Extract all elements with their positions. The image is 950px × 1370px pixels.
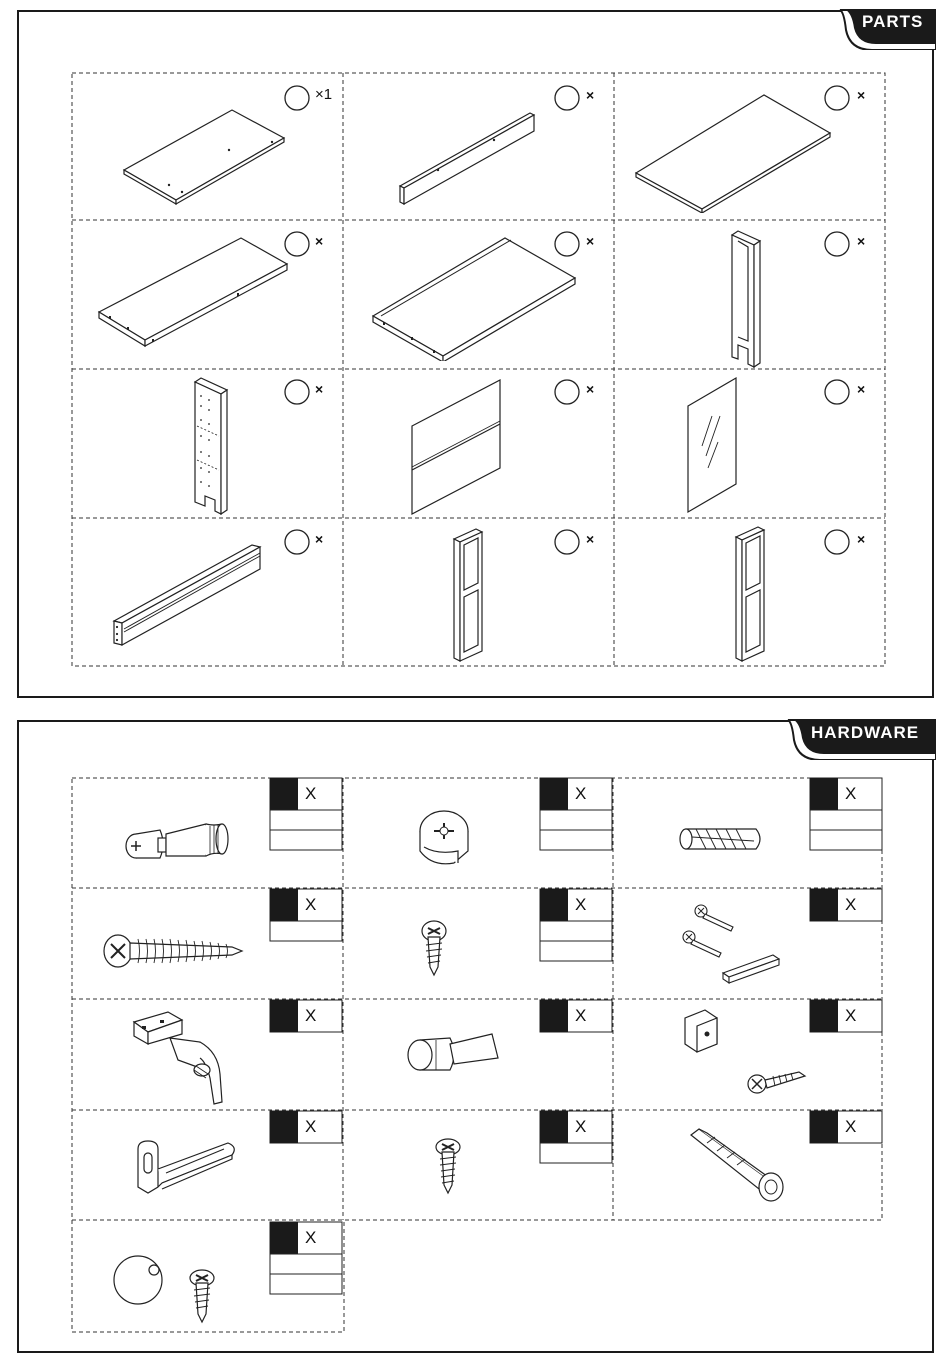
short-screw-icon: [419, 919, 449, 979]
quantity-circle: [283, 84, 311, 112]
hardware-cell: [343, 1111, 613, 1221]
hardware-cell: [72, 778, 343, 888]
quantity-circle: [553, 84, 581, 112]
quantity-mark: ×: [315, 381, 324, 397]
quantity-mark: X: [305, 1006, 317, 1025]
quantity-mark: X: [845, 1117, 857, 1136]
quantity-mark: X: [575, 1006, 587, 1025]
shelf-with-holes-icon: [97, 236, 297, 356]
part-cell: [72, 221, 343, 368]
l-bracket-icon: [132, 1139, 242, 1199]
quantity-mark: ×: [857, 87, 866, 103]
quantity-mark: X: [305, 1228, 317, 1247]
hardware-cell: [72, 1000, 343, 1110]
grooved-panel-icon: [371, 236, 581, 361]
long-screw-icon: [102, 931, 244, 971]
hardware-cell: [343, 1000, 613, 1110]
narrow-rail-icon: [398, 108, 538, 206]
hardware-title: HARDWARE: [811, 723, 920, 742]
quantity-mark: ×: [857, 381, 866, 397]
long-rail-icon: [102, 539, 267, 651]
hardware-cell: [613, 778, 884, 888]
top-panel-with-holes-icon: [122, 108, 292, 208]
hardware-cell: [72, 1111, 343, 1221]
quantity-circle: [283, 378, 311, 406]
door-frame-icon: [450, 527, 490, 662]
part-cell: [343, 519, 614, 666]
hardware-cell: [72, 1222, 343, 1332]
quantity-mark: ×: [857, 233, 866, 249]
quantity-mark: ×: [586, 87, 595, 103]
concealed-hinge-icon: [130, 1008, 230, 1108]
hardware-cell: [613, 1111, 884, 1221]
quantity-mark: X: [845, 1006, 857, 1025]
part-cell: [72, 519, 343, 666]
quantity-circle: [823, 378, 851, 406]
parts-title: PARTS: [862, 12, 924, 31]
quantity-mark: X: [845, 784, 857, 803]
quantity-mark: ×: [857, 531, 866, 547]
quantity-mark: X: [305, 1117, 317, 1136]
drilled-side-panel-icon: [187, 376, 237, 516]
quantity-circle: [553, 528, 581, 556]
quantity-mark: ×: [315, 531, 324, 547]
back-panel-icon: [408, 376, 508, 516]
quantity-mark: X: [575, 1117, 587, 1136]
quantity-mark: ×: [586, 233, 595, 249]
quantity-mark: X: [575, 784, 587, 803]
hardware-cell: [613, 1000, 884, 1110]
quantity-mark: ×: [586, 381, 595, 397]
quantity-circle: [823, 230, 851, 258]
quantity-circle: [553, 378, 581, 406]
part-cell: [614, 221, 885, 368]
wood-dowel-icon: [678, 823, 768, 855]
quantity-mark: ×: [315, 233, 324, 249]
hardware-cell: [72, 889, 343, 999]
quantity-circle: [823, 528, 851, 556]
quantity-mark: ×: [586, 531, 595, 547]
part-cell: [614, 519, 885, 666]
part-cell: [72, 73, 343, 220]
part-cell: [614, 73, 885, 220]
hardware-cell: [343, 889, 613, 999]
part-cell: [343, 370, 614, 517]
wall-anchor-icon: [687, 1127, 787, 1207]
quantity-mark: ×1: [315, 86, 333, 103]
side-frame-icon: [724, 229, 774, 369]
cam-lock-icon: [418, 803, 478, 869]
glass-pane-icon: [684, 376, 744, 516]
quantity-circle: [553, 230, 581, 258]
corner-bracket-and-screw-icon: [681, 1008, 811, 1100]
part-cell: [343, 73, 614, 220]
quantity-mark: X: [305, 895, 317, 914]
part-cell: [72, 370, 343, 517]
shelf-pin-icon: [406, 1028, 502, 1082]
cover-cap-and-screw-icon: [112, 1248, 222, 1324]
quantity-mark: X: [305, 784, 317, 803]
door-frame-icon: [732, 525, 772, 663]
hardware-cell: [613, 889, 884, 999]
screws-and-rail-icon: [681, 901, 801, 993]
quantity-circle: [283, 528, 311, 556]
part-cell: [343, 221, 614, 368]
screw-icon: [433, 1137, 463, 1197]
quantity-mark: X: [845, 895, 857, 914]
quantity-circle: [283, 230, 311, 258]
quantity-mark: X: [575, 895, 587, 914]
quantity-circle: [823, 84, 851, 112]
plain-panel-icon: [634, 93, 834, 213]
hardware-cell: [343, 778, 613, 888]
cam-bolt-icon: [122, 816, 237, 864]
part-cell: [614, 370, 885, 517]
